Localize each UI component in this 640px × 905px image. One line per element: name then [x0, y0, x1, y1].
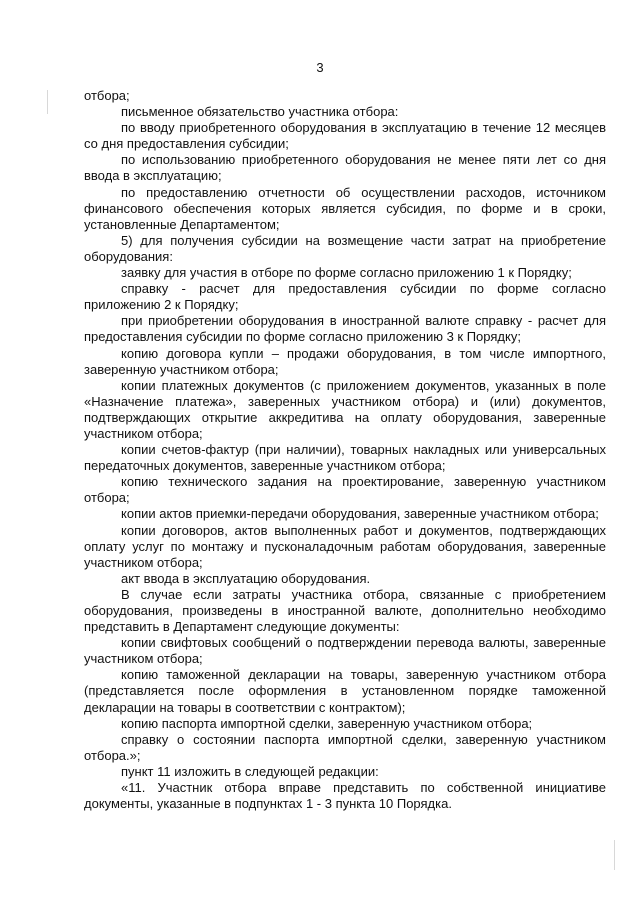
- paragraph: по вводу приобретенного оборудования в эксплуатацию в течение 12 месяцев со дня предоставления субсидии;: [84, 120, 606, 152]
- paragraph: копию технического задания на проектирование, заверенную участником отбора;: [84, 474, 606, 506]
- paragraph: акт ввода в эксплуатацию оборудования.: [121, 570, 371, 586]
- paragraph: справку - расчет для предоставления субсидии по форме согласно приложению 2 к Порядку;: [84, 281, 606, 313]
- paragraph: копии договоров, актов выполненных работ и документов, подтверждающих оплату услуг по монтажу и пусконаладочным работам оборудования, заверенные участником отбора;: [84, 522, 606, 570]
- paragraph: заявку для участия в отборе по форме согласно приложению 1 к Порядку;: [121, 265, 572, 281]
- page-number: 3: [316, 60, 324, 75]
- paragraph: копию договора купли – продажи оборудования, в том числе импортного, заверенную участником отбора;: [84, 345, 606, 377]
- paragraph: копии платежных документов (с приложением документов, указанных в поле «Назначение платежа», заверенных участником отбора) и (или) документов, подтверждающих открытие аккредитива на оплату оборудования, заверенные участником отбора;: [84, 377, 606, 441]
- paragraph: копию паспорта импортной сделки, заверенную участником отбора;: [121, 715, 533, 731]
- margin-scan-mark: [47, 90, 48, 114]
- paragraph: копию таможенной декларации на товары, заверенную участником отбора (представляется после оформления в установленном порядке таможенной декларации на товары в соответствии с контрактом);: [84, 667, 606, 715]
- paragraph: справку о состоянии паспорта импортной сделки, заверенную участником отбора.»;: [84, 731, 606, 763]
- paragraph: В случае если затраты участника отбора, связанные с приобретением оборудования, произведены в иностранной валюте, дополнительно необходимо представить в Департамент следующие документы:: [84, 586, 606, 635]
- paragraph: копии актов приемки-передачи оборудования, заверенные участником отбора;: [121, 506, 599, 522]
- paragraph: письменное обязательство участника отбора:: [121, 104, 399, 120]
- paragraph: «11. Участник отбора вправе представить по собственной инициативе документы, указанные в подпунктах 1 - 3 пункта 10 Порядка.: [84, 780, 606, 812]
- paragraph: 5) для получения субсидии на возмещение части затрат на приобретение оборудования:: [84, 232, 606, 264]
- margin-scan-mark: [614, 840, 615, 870]
- paragraph: копии свифтовых сообщений о подтверждении перевода валюты, заверенные участником отбора;: [84, 635, 606, 667]
- paragraph: по предоставлению отчетности об осуществлении расходов, источником финансового обеспечения которых является субсидия, по форме и в сроки, установленные Департаментом;: [84, 184, 606, 232]
- paragraph: по использованию приобретенного оборудования не менее пяти лет со дня ввода в эксплуатацию;: [84, 152, 606, 184]
- paragraph: пункт 11 изложить в следующей редакции:: [121, 763, 379, 779]
- document-body: [84, 88, 606, 812]
- paragraph: отбора;: [84, 88, 130, 103]
- paragraph: копии счетов-фактур (при наличии), товарных накладных или универсальных передаточных документов, заверенные участником отбора;: [84, 442, 606, 474]
- paragraph: при приобретении оборудования в иностранной валюте справку - расчет для предоставления субсидии по форме согласно приложению 3 к Порядку;: [84, 313, 606, 345]
